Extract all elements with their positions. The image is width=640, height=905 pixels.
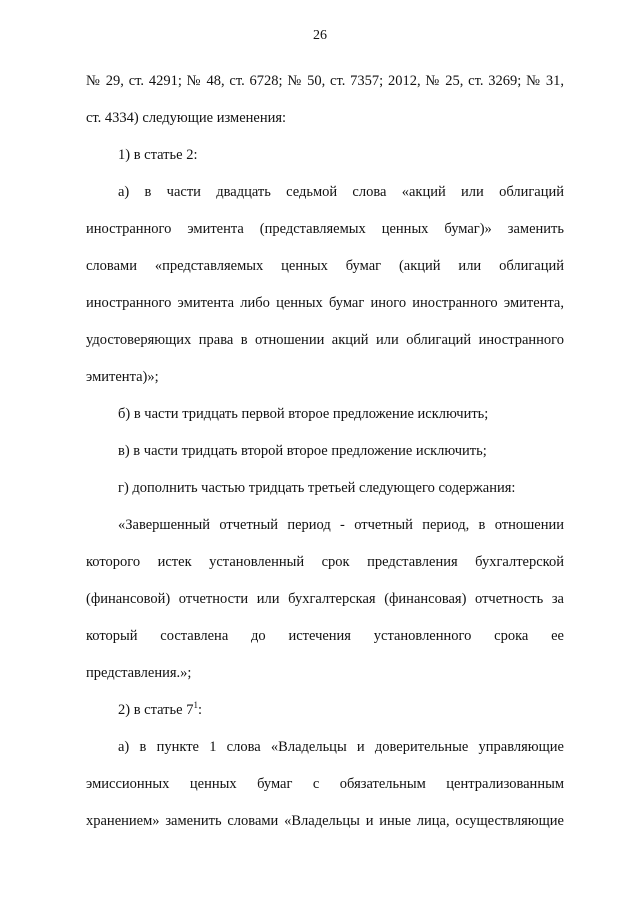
- text-line: хранением» заменить словами «Владельцы и иные лица, осуществляющие: [86, 813, 564, 829]
- text-line: а) в части двадцать седьмой слова «акций или облигаций: [118, 184, 564, 200]
- text-line: который составлена до истечения установленного срока ее: [86, 628, 564, 644]
- text-line: б) в части тридцать первой второе предложение исключить;: [118, 406, 489, 422]
- superscript: 1: [193, 700, 198, 710]
- text-line: словами «представляемых ценных бумаг (акций или облигаций: [86, 258, 564, 274]
- text-line: № 29, ст. 4291; № 48, ст. 6728; № 50, ст. 7357; 2012, № 25, ст. 3269; № 31,: [86, 73, 564, 89]
- article-ref: 2) в статье 7: [118, 702, 194, 718]
- text-line: удостоверяющих права в отношении акций или облигаций иностранного: [86, 332, 564, 348]
- text-line: в) в части тридцать второй второе предложение исключить;: [118, 443, 487, 459]
- text-line: иностранного эмитента либо ценных бумаг иного иностранного эмитента,: [86, 295, 564, 311]
- text-line: а) в пункте 1 слова «Владельцы и доверительные управляющие: [118, 739, 564, 755]
- text-line: эмиссионных ценных бумаг с обязательным централизованным: [86, 776, 564, 792]
- text-line: г) дополнить частью тридцать третьей следующего содержания:: [118, 480, 516, 496]
- text-line: [118, 701, 564, 719]
- text-line: представления.»;: [86, 665, 192, 681]
- colon: :: [197, 702, 202, 718]
- text-line: (финансовой) отчетности или бухгалтерская (финансовая) отчетность за: [86, 591, 564, 607]
- text-line: 1) в статье 2:: [118, 147, 198, 163]
- text-line: «Завершенный отчетный период - отчетный период, в отношении: [118, 517, 564, 533]
- text-line: которого истек установленный срок представления бухгалтерской: [86, 554, 564, 570]
- text-line: иностранного эмитента (представляемых ценных бумаг)» заменить: [86, 221, 564, 237]
- text-line: ст. 4334) следующие изменения:: [86, 110, 287, 126]
- page-number: 26: [313, 28, 327, 43]
- text-line: эмитента)»;: [86, 369, 159, 385]
